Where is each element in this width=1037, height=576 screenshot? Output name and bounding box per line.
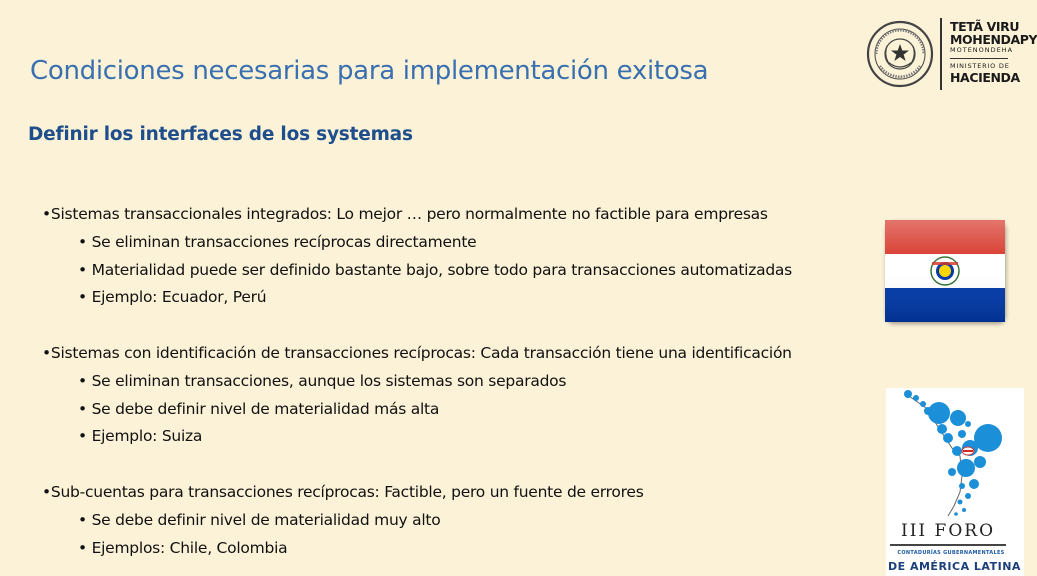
bullet-sub: • Se debe definir nivel de materialidad muy alto [78,510,441,529]
logo-line: TETÃ VIRU [950,19,1020,34]
bullet-sub: • Se eliminan transacciones recíprocas directamente [78,232,477,251]
foro-title: III FORO [900,521,996,541]
national-seal-icon [866,16,946,96]
paraguay-flag-icon [885,220,1005,322]
foro-subtitle-big: DE AMÉRICA LATINA [888,560,1021,573]
foro-subtitle-small: CONTADURÍAS GUBERNAMENTALES [897,550,1005,556]
bullet-main: •Sistemas transaccionales integrados: Lo mejor … pero normalmente no factible para empresas [42,205,768,223]
bullet-list [42,201,862,562]
bullet-sub: • Se debe definir nivel de materialidad más alta [78,399,440,418]
logo-line: MINISTERIO DE [950,62,1010,70]
bullet-sub: • Ejemplos: Chile, Colombia [78,538,288,557]
bullet-sub: • Ejemplo: Suiza [78,427,203,446]
ministry-logo-text [950,20,1037,84]
logo-line: MOHENDAPY [950,32,1037,47]
page-title: Condiciones necesarias para implementación exitosa [30,56,709,86]
section-subtitle: Definir los interfaces de los systemas [28,124,413,145]
latin-america-map-icon [886,388,1024,518]
bullet-main: •Sub-cuentas para transacciones recíprocas: Factible, pero un fuente de errores [42,482,644,501]
bullet-sub: • Se eliminan transacciones, aunque los sistemas son separados [78,371,567,390]
logo-divider [940,18,942,90]
logo-line: HACIENDA [950,70,1020,85]
bullet-sub: • Ejemplo: Ecuador, Perú [78,288,267,307]
bullet-main: •Sistemas con identificación de transacciones recíprocas: Cada transacción tiene una identificación [42,343,792,362]
logo-line: MOTENONDEHA [950,46,1014,54]
foro-logo [886,388,1024,576]
bullet-sub: • Materialidad puede ser definido bastante bajo, sobre todo para transacciones automatizadas [78,260,792,279]
